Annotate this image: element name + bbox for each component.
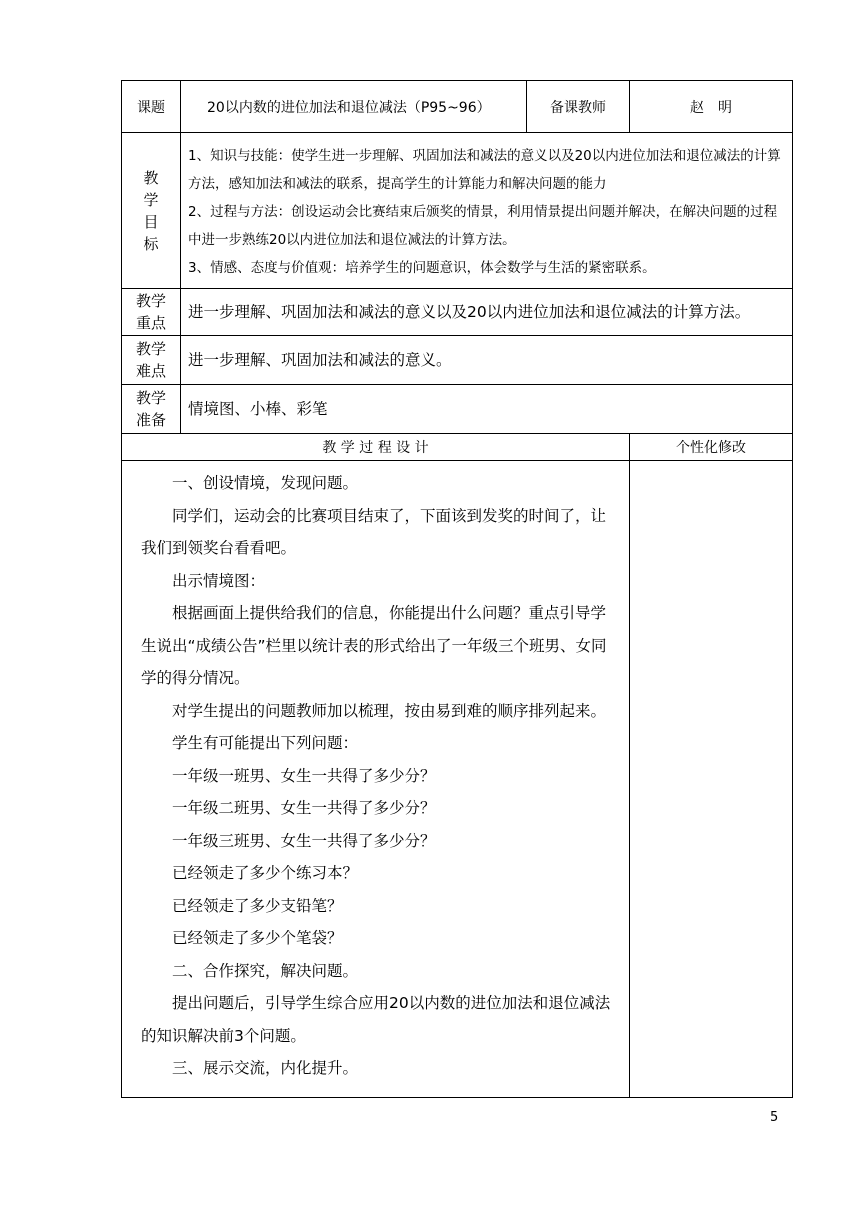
process-paragraph: 学生有可能提出下列问题： — [172, 734, 359, 752]
process-paragraph: 一年级三班男、女生一共得了多少分？ — [172, 831, 436, 850]
objectives-row — [122, 133, 793, 289]
lesson-plan-table — [121, 80, 793, 1098]
process-heading: 教 学 过 程 设 计 — [122, 434, 630, 461]
process-paragraph: 一年级一班男、女生一共得了多少分？ — [172, 766, 436, 785]
difficulties-text: 进一步理解、巩固加法和减法的意义。 — [181, 336, 793, 385]
process-paragraph: 已经领走了多少支铅笔？ — [172, 896, 343, 915]
objective-item: 2、过程与方法：创设运动会比赛结束后颁奖的情景，利用情景提出问题并解决，在解决问题的过程中进一步熟练20以内进位加法和退位减法的计算方法。 — [188, 204, 778, 248]
key-points-row — [122, 289, 793, 336]
objective-item: 3、情感、态度与价值观：培养学生的问题意识，体会数学与生活的紧密联系。 — [188, 260, 656, 276]
personalized-notes-cell — [630, 461, 793, 1098]
process-heading-row — [122, 434, 793, 461]
process-paragraph: 出示情境图： — [172, 571, 266, 590]
objectives-label: 教 学 目 标 — [122, 133, 181, 289]
process-paragraph: 提出问题后，引导学生综合应用20以内数的进位加法和退位减法的知识解决前3个问题。 — [141, 994, 611, 1045]
process-paragraph: 一年级二班男、女生一共得了多少分？ — [172, 799, 436, 817]
process-content — [122, 461, 630, 1098]
preparation-row — [122, 385, 793, 434]
key-points-text: 进一步理解、巩固加法和减法的意义以及20以内进位加法和退位减法的计算方法。 — [181, 289, 793, 336]
header-row — [122, 81, 793, 133]
teacher-value: 赵 明 — [630, 81, 793, 133]
process-paragraph: 同学们，运动会的比赛项目结束了，下面该到发奖的时间了，让我们到领奖台看看吧。 — [141, 506, 607, 557]
process-row — [122, 461, 793, 1098]
page-number: 5 — [770, 1110, 779, 1125]
process-paragraph: 已经领走了多少个笔袋？ — [172, 929, 343, 947]
teacher-label: 备课教师 — [527, 81, 630, 133]
topic-label: 课题 — [122, 81, 181, 133]
process-paragraph: 一、创设情境，发现问题。 — [172, 474, 359, 492]
preparation-text: 情境图、小棒、彩笔 — [181, 385, 793, 434]
process-paragraph: 三、展示交流，内化提升。 — [172, 1059, 359, 1077]
process-paragraph: 已经领走了多少个练习本？ — [172, 864, 359, 882]
objectives-content — [181, 133, 793, 289]
topic-value: 20以内数的进位加法和退位减法（P95~96） — [181, 81, 527, 133]
process-paragraph: 根据画面上提供给我们的信息，你能提出什么问题？重点引导学生说出“成绩公告”栏里以统计表的形式给出了一年级三个班男、女同学的得分情况。 — [141, 604, 607, 687]
difficulties-label: 教学 难点 — [122, 336, 181, 385]
objective-item: 1、知识与技能：使学生进一步理解、巩固加法和减法的意义以及20以内进位加法和退位减法的计算方法，感知加法和减法的联系，提高学生的计算能力和解决问题的能力 — [188, 148, 781, 192]
process-paragraph: 对学生提出的问题教师加以梳理，按由易到难的顺序排列起来。 — [172, 701, 607, 720]
process-paragraph: 二、合作探究，解决问题。 — [172, 961, 359, 980]
key-points-label: 教学 重点 — [122, 289, 181, 336]
preparation-label: 教学 准备 — [122, 385, 181, 434]
side-heading: 个性化修改 — [630, 434, 793, 461]
difficulties-row — [122, 336, 793, 385]
